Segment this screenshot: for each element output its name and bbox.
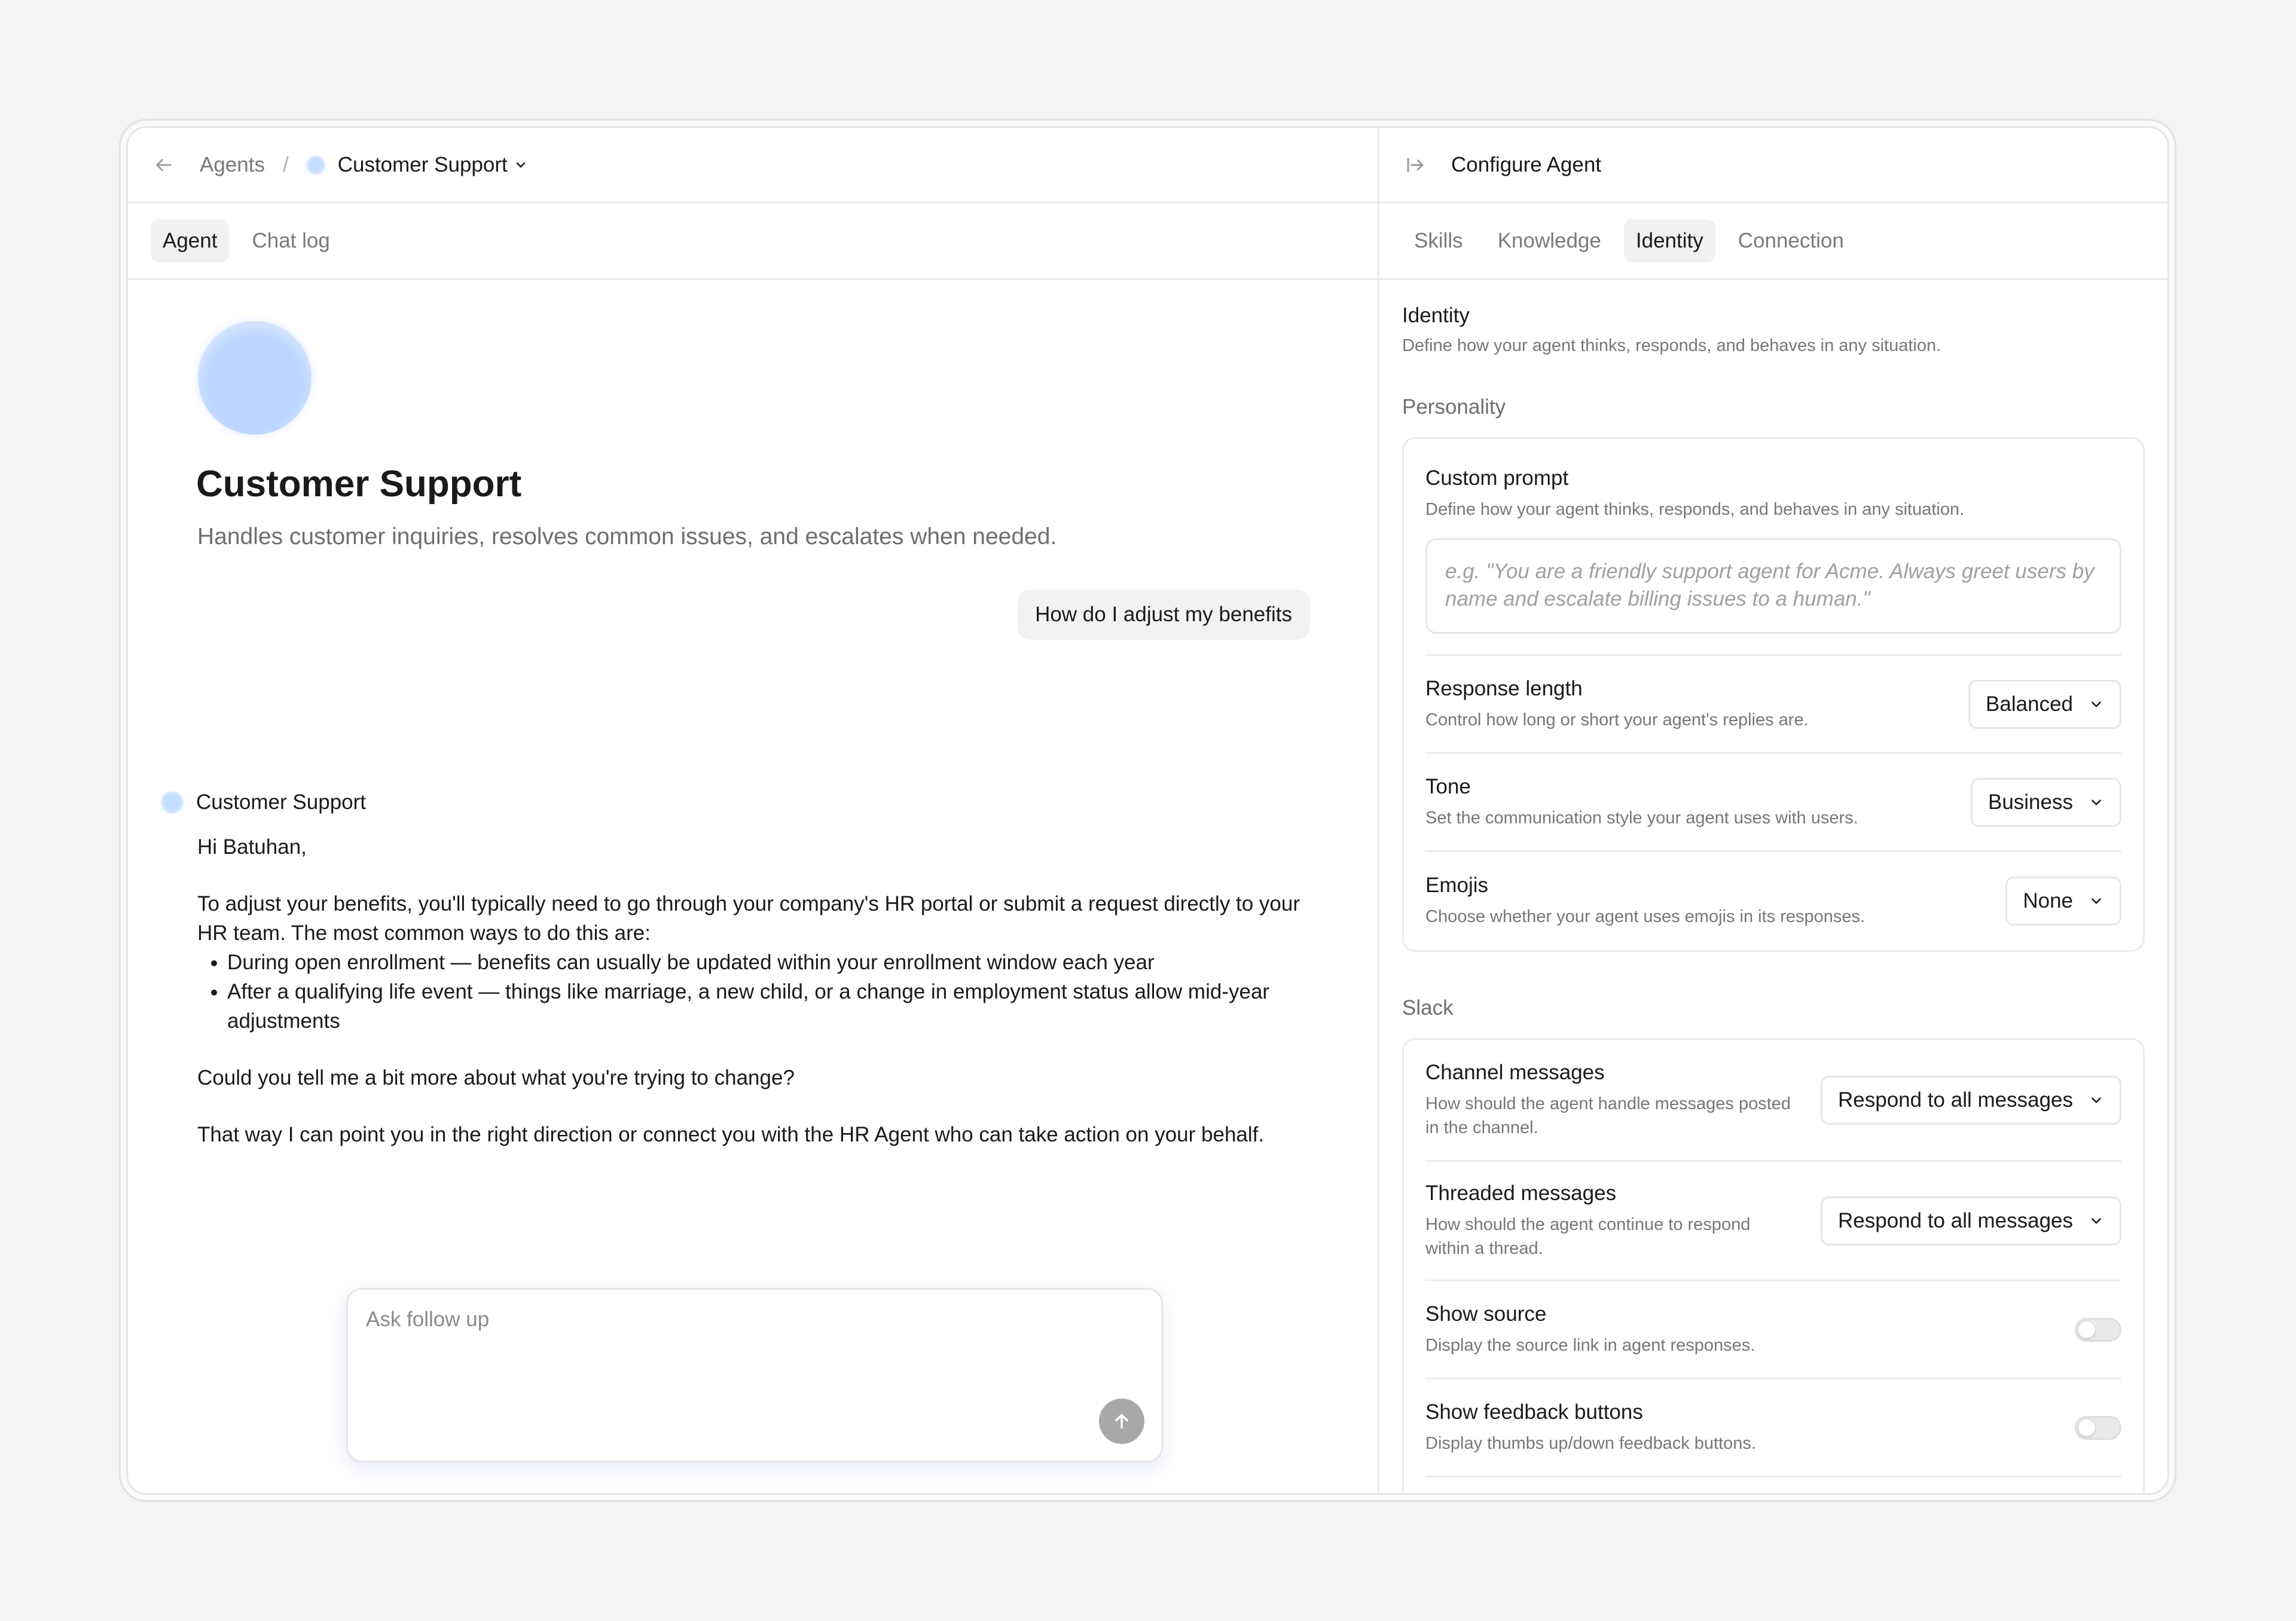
- chevron-down-icon: [2089, 697, 2104, 712]
- tab-identity[interactable]: Identity: [1624, 219, 1715, 262]
- channel-messages-title: Channel messages: [1425, 1060, 1605, 1084]
- chevron-down-icon: [2089, 1092, 2104, 1108]
- show-source-title: Show source: [1425, 1302, 1547, 1326]
- tab-connection[interactable]: Connection: [1738, 228, 1844, 252]
- config-scroll-area[interactable]: [1379, 280, 2167, 1493]
- agent-description: Handles customer inquiries, resolves common issues, and escalates when needed.: [197, 524, 1057, 550]
- channel-messages-row: [1425, 1040, 2121, 1162]
- response-length-select[interactable]: [1968, 680, 2121, 729]
- agent-pane: [128, 128, 1379, 1493]
- threaded-messages-sub: How should the agent continue to respond within a thread.: [1425, 1214, 1751, 1258]
- show-source-toggle[interactable]: [2075, 1318, 2121, 1342]
- agent-name: Customer Support: [196, 463, 522, 505]
- tab-agent[interactable]: Agent: [151, 219, 229, 262]
- emojis-sub: Choose whether your agent uses emojis in its responses.: [1425, 907, 1866, 926]
- emojis-row: [1425, 852, 2121, 950]
- tone-select[interactable]: [1971, 778, 2121, 827]
- show-source-row: [1425, 1281, 2121, 1379]
- breadcrumb: [128, 128, 1378, 203]
- show-feedback-row: [1425, 1379, 2121, 1477]
- follow-up-input[interactable]: [366, 1308, 1083, 1332]
- custom-prompt-title: Custom prompt: [1425, 466, 1569, 490]
- channel-messages-select[interactable]: [1821, 1076, 2121, 1125]
- config-tabs: [1379, 203, 2167, 280]
- personality-label: Personality: [1402, 395, 1506, 419]
- personality-card: [1402, 437, 2145, 952]
- show-feedback-toggle[interactable]: [2075, 1416, 2121, 1440]
- response-length-title: Response length: [1425, 676, 1583, 700]
- response-length-sub: Control how long or short your agent's replies are.: [1425, 710, 1809, 729]
- chevron-down-icon: [2089, 893, 2104, 909]
- tone-row: [1425, 754, 2121, 852]
- list-item: • After a qualifying life event — things like marriage, a new child, or a change in employment status allow mid-year adjustments: [227, 977, 1321, 1036]
- agent-avatar: [198, 321, 312, 435]
- breadcrumb-current-label: Customer Support: [337, 152, 508, 176]
- reply-author: Customer Support: [196, 790, 367, 814]
- custom-prompt-input[interactable]: [1425, 538, 2121, 634]
- app-window: [126, 126, 2169, 1495]
- custom-prompt-sub: Define how your agent thinks, responds, and behaves in any situation.: [1425, 500, 1965, 519]
- reply-intro: To adjust your benefits, you'll typically need to go through your company's HR portal or submit a request directly to your HR team. The most common ways to do this are:: [197, 892, 1300, 945]
- threaded-messages-select[interactable]: [1821, 1196, 2121, 1245]
- emojis-title: Emojis: [1425, 874, 1489, 897]
- emojis-select[interactable]: [2005, 877, 2121, 926]
- agent-switcher[interactable]: [307, 153, 528, 177]
- breadcrumb-separator: /: [282, 152, 289, 176]
- emojis-value: None: [2023, 889, 2073, 912]
- slack-card: [1402, 1038, 2145, 1493]
- channel-messages-value: Respond to all messages: [1838, 1088, 2073, 1112]
- reply-header: [161, 790, 366, 814]
- breadcrumb-agents-link[interactable]: Agents: [200, 152, 265, 176]
- reply-question: Could you tell me a bit more about what you're trying to change?: [197, 1066, 795, 1089]
- response-length-value: Balanced: [1986, 692, 2073, 716]
- arrow-up-icon: [1111, 1411, 1132, 1432]
- list-item: • During open enrollment — benefits can usually be updated within your enrollment window each year: [227, 948, 1321, 977]
- threaded-messages-value: Respond to all messages: [1838, 1208, 2073, 1232]
- panel-title: Configure Agent: [1451, 152, 1602, 176]
- identity-section: [1402, 304, 2145, 356]
- agent-reply: [197, 832, 1321, 1177]
- agent-avatar-small: [307, 156, 325, 174]
- reply-closing: That way I can point you in the right direction or connect you with the HR Agent who can take action on your behalf.: [197, 1123, 1265, 1146]
- section-title: Identity: [1402, 304, 1470, 327]
- collapse-panel-icon[interactable]: [1402, 152, 1428, 178]
- custom-prompt-row: [1425, 439, 2121, 656]
- chevron-down-icon: [514, 158, 528, 172]
- threaded-messages-row: [1425, 1162, 2121, 1281]
- configure-panel: [1379, 128, 2167, 1493]
- tab-chat-log[interactable]: Chat log: [252, 228, 330, 252]
- tab-knowledge[interactable]: Knowledge: [1497, 228, 1601, 252]
- show-source-sub: Display the source link in agent responses.: [1425, 1335, 1755, 1355]
- reply-bullet-list: [197, 948, 1321, 1036]
- panel-header: [1379, 128, 2167, 203]
- show-feedback-title: Show feedback buttons: [1425, 1400, 1643, 1424]
- slack-label: Slack: [1402, 996, 1454, 1019]
- user-message: How do I adjust my benefits: [1017, 590, 1310, 640]
- show-feedback-sub: Display thumbs up/down feedback buttons.: [1425, 1433, 1756, 1453]
- agent-tabs: [128, 203, 1378, 280]
- section-subtitle: Define how your agent thinks, responds, and behaves in any situation.: [1402, 336, 1941, 355]
- back-arrow-icon[interactable]: [151, 152, 177, 178]
- next-setting-row: [1425, 1477, 2121, 1493]
- tone-value: Business: [1987, 790, 2073, 814]
- tone-title: Tone: [1425, 774, 1471, 798]
- reply-avatar: [161, 792, 183, 813]
- threaded-messages-title: Threaded messages: [1425, 1181, 1617, 1205]
- response-length-row: [1425, 656, 2121, 754]
- reply-greeting: Hi Batuhan,: [197, 835, 307, 859]
- chevron-down-icon: [2089, 795, 2104, 810]
- chevron-down-icon: [2089, 1213, 2104, 1229]
- channel-messages-sub: How should the agent handle messages posted in the channel.: [1425, 1094, 1791, 1137]
- tab-skills[interactable]: Skills: [1414, 228, 1463, 252]
- send-button[interactable]: [1099, 1399, 1144, 1444]
- tone-sub: Set the communication style your agent uses with users.: [1425, 808, 1858, 828]
- message-composer: [346, 1288, 1163, 1463]
